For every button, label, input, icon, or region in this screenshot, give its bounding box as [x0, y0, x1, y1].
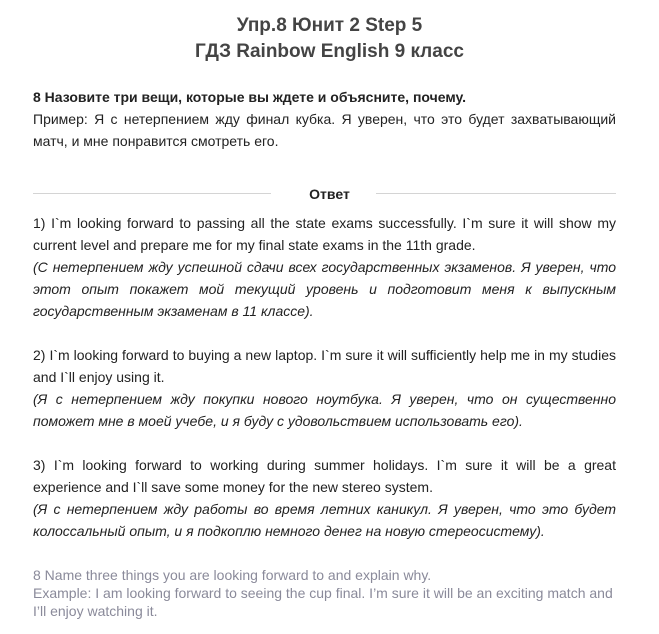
answers-list [33, 212, 616, 564]
answer-translation: (С нетерпением жду успешной сдачи всех государственных экзаменов. Я уверен, что этот опыт покажет мой текущий уровень и подготовит меня к выпускным государственным экзаменам в 11 классе). [33, 259, 616, 319]
original-task [33, 566, 623, 620]
answer-translation: (Я с нетерпением жду покупки нового ноутбука. Я уверен, что он существенно поможет мне в моей учебе, и я буду с удовольствием использовать его). [33, 391, 616, 429]
original-task-heading: 8 Name three things you are looking forward to and explain why. [33, 567, 432, 583]
original-task-example: Example: I am looking forward to seeing the cup final. I’m sure it will be an exciting match and I’ll enjoy watching it. [33, 585, 613, 619]
page-title: Упр.8 Юнит 2 Step 5 [236, 15, 423, 36]
task-section [33, 86, 616, 152]
answer-item [33, 212, 616, 322]
answer-item [33, 344, 616, 432]
answer-english: 1) I`m looking forward to passing all the state exams successfully. I`m sure it will show my current level and prepare me for my final state exams in the 11th grade. [33, 215, 616, 253]
answer-english: 2) I`m looking forward to buying a new laptop. I`m sure it will sufficiently help me in my studies and I`ll enjoy using it. [33, 347, 616, 385]
task-example: Пример: Я с нетерпением жду финал кубка. Я уверен, что это будет захватывающий матч, и мне понравится смотреть его. [33, 111, 616, 149]
answer-translation: (Я с нетерпением жду работы во время летних каникул. Я уверен, что это будет колоссальный опыт, и я подкоплю немного денег на новую стереосистему). [33, 501, 616, 539]
answer-label: Ответ [309, 186, 350, 202]
task-heading: 8 Назовите три вещи, которые вы ждете и объясните, почему. [33, 89, 466, 105]
answer-english: 3) I`m looking forward to working during summer holidays. I`m sure it will be a great experience and I`ll save some money for the new stereo system. [33, 457, 616, 495]
page-subtitle: ГДЗ Rainbow English 9 класс [195, 41, 464, 62]
answer-item [33, 454, 616, 542]
